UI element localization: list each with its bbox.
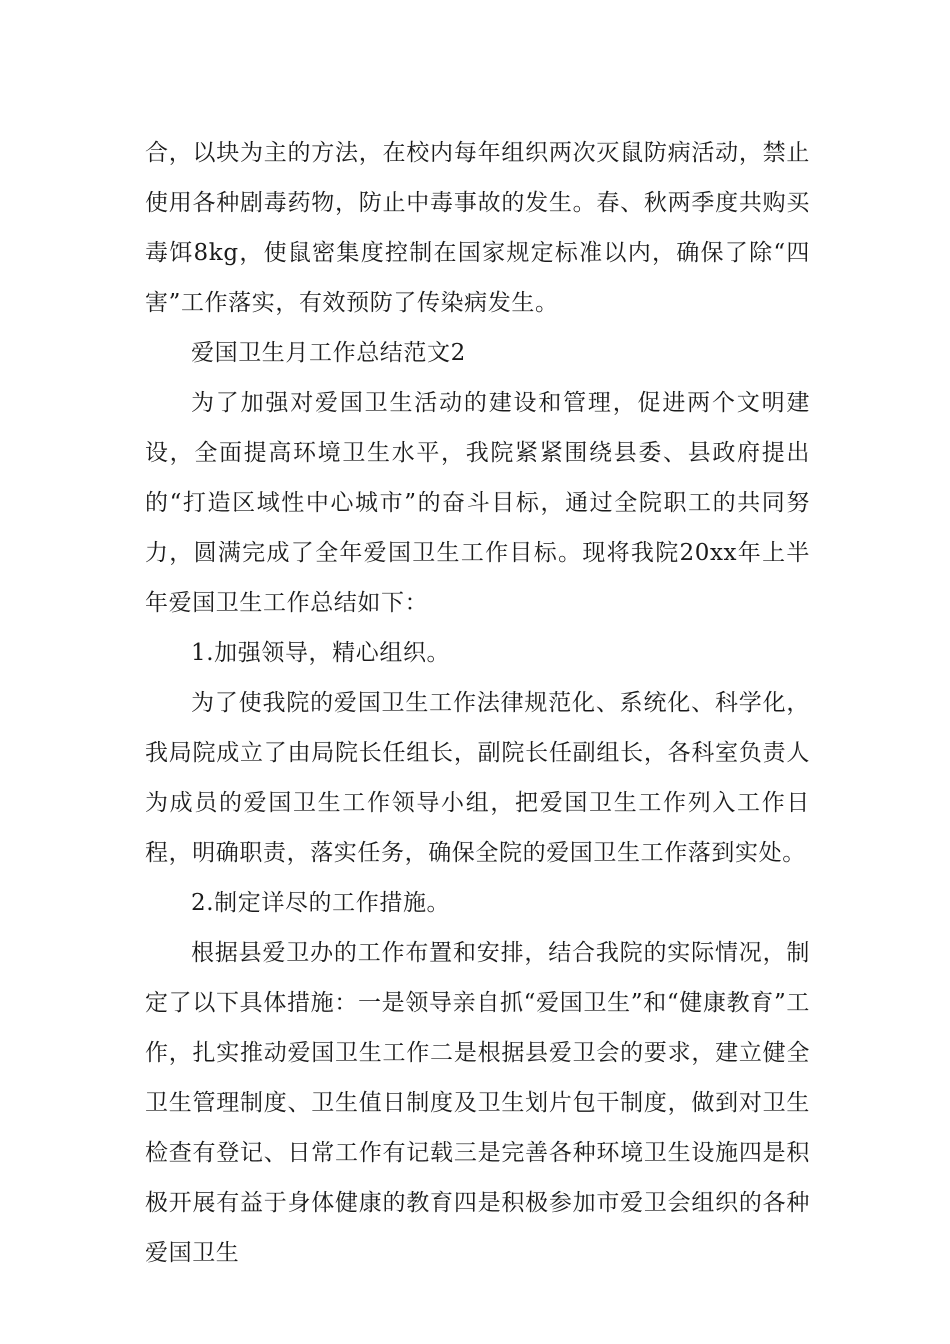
paragraph-measures: 根据县爱卫办的工作布置和安排，结合我院的实际情况，制定了以下具体措施：一是领导亲自抓“爱国卫生”和“健康教育”工作，扎实推动爱国卫生工作二是根据县爱卫会的要求，建立健全卫生管理制度、卫生值日制度及卫生划片包干制度，做到对卫生检查有登记、日常工作有记载三是完善各种环境卫生设施四是积极开展有益于身体健康的教育四是积极参加市爱卫会组织的各种爱国卫生 xyxy=(145,940,810,1266)
subheading-2: 2.制定详尽的工作措施。 xyxy=(191,890,451,916)
subheading-1: 1.加强领导，精心组织。 xyxy=(191,640,451,666)
paragraph-intro: 为了加强对爱国卫生活动的建设和管理，促进两个文明建设，全面提高环境卫生水平，我院紧紧围绕县委、县政府提出的“打造区域性中心城市”的奋斗目标，通过全院职工的共同努力，圆满完成了全年爱国卫生工作目标。现将我院20xx年上半年爱国卫生工作总结如下： xyxy=(145,390,810,616)
document-body xyxy=(145,128,810,1278)
paragraph-leadership: 为了使我院的爱国卫生工作法律规范化、系统化、科学化，我局院成立了由局院长任组长，副院长任副组长，各科室负责人为成员的爱国卫生工作领导小组，把爱国卫生工作列入工作日程，明确职责，落实任务，确保全院的爱国卫生工作落到实处。 xyxy=(145,690,810,866)
paragraph-1: 合，以块为主的方法，在校内每年组织两次灭鼠防病活动，禁止使用各种剧毒药物，防止中毒事故的发生。春、秋两季度共购买毒饵8kg，使鼠密集度控制在国家规定标准以内，确保了除“四害”工作落实，有效预防了传染病发生。 xyxy=(145,140,810,316)
section-heading-2: 爱国卫生月工作总结范文2 xyxy=(191,340,466,366)
